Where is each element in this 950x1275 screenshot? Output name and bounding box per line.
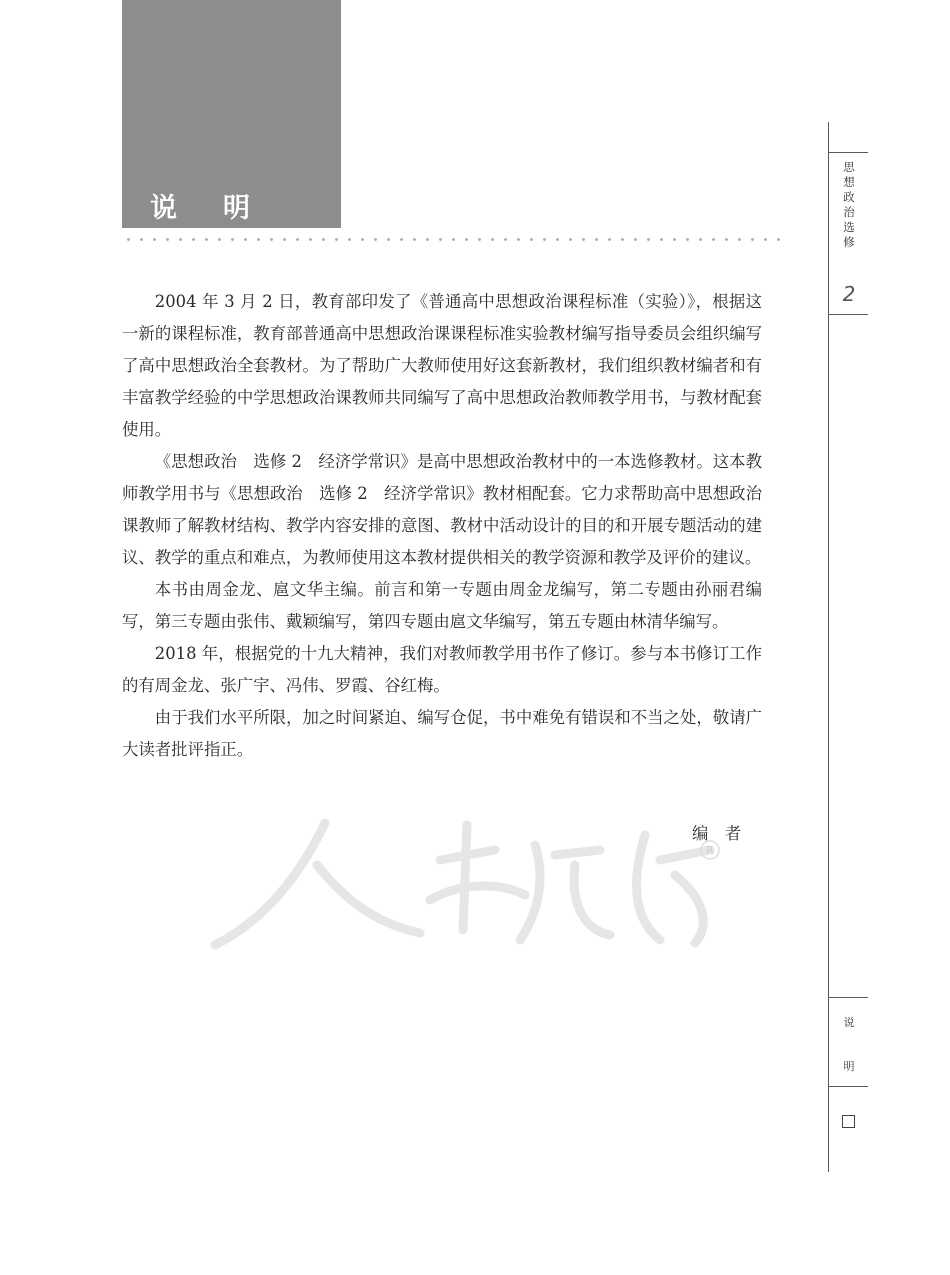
page-marker-box [842, 1115, 855, 1128]
title-block [122, 0, 341, 228]
paragraph-4: 2018 年，根据党的十九大精神，我们对教师教学用书作了修订。参与本书修订工作的有周金龙、张广宇、冯伟、罗霞、谷红梅。 [122, 644, 762, 695]
paragraph-2: 《思想政治 选修 2 经济学常识》是高中思想政治教材中的一本选修教材。这本教师教学用书与《思想政治 选修 2 经济学常识》教材相配套。它力求帮助高中思想政治课教师了解教材结构、教学内容安排的意图、教材中活动设计的目的和开展专题活动的建议、教学的重点和难点，为教师使用这本教材提供相关的教学资源和教学及评价的建议。 [122, 452, 762, 567]
sidebar-rule-section-bottom [828, 1086, 868, 1087]
paragraph-3: 本书由周金龙、扈文华主编。前言和第一专题由周金龙编写，第二专题由孙丽君编写，第三专题由张伟、戴颖编写，第四专题由扈文华编写，第五专题由林清华编写。 [122, 580, 762, 631]
dotted-divider [122, 238, 782, 241]
sidebar-vertical-rule [828, 122, 829, 1172]
sidebar-rule-section-top [828, 997, 868, 998]
paragraph-5: 由于我们水平所限，加之时间紧迫、编写仓促，书中难免有错误和不当之处，敬请广大读者批评指正。 [122, 708, 762, 759]
sidebar-section-label-1: 说 [843, 1016, 855, 1029]
sidebar-book-number: 2 [842, 282, 856, 306]
svg-text:R: R [706, 844, 714, 857]
sidebar-rule-top [828, 152, 868, 153]
paragraph-1: 2004 年 3 月 2 日，教育部印发了《普通高中思想政治课程标准（实验）》，根据这一新的课程标准，教育部普通高中思想政治课课程标准实验教材编写指导委员会组织编写了高中思想政治全套教材。为了帮助广大教师使用好这套新教材，我们组织教材编者和有丰富教学经验的中学思想政治课教师共同编写了高中思想政治教师教学用书，与教材配套使用。 [122, 292, 762, 439]
signature: 编 者 [692, 824, 742, 843]
sidebar-section-label-2: 明 [843, 1060, 855, 1073]
body-text [122, 286, 762, 766]
sidebar-rule-mid [828, 314, 868, 315]
sidebar-book-title: 思想政治选修 [843, 160, 855, 249]
publisher-watermark-logo [205, 805, 725, 955]
page-title: 说明 [150, 193, 296, 224]
